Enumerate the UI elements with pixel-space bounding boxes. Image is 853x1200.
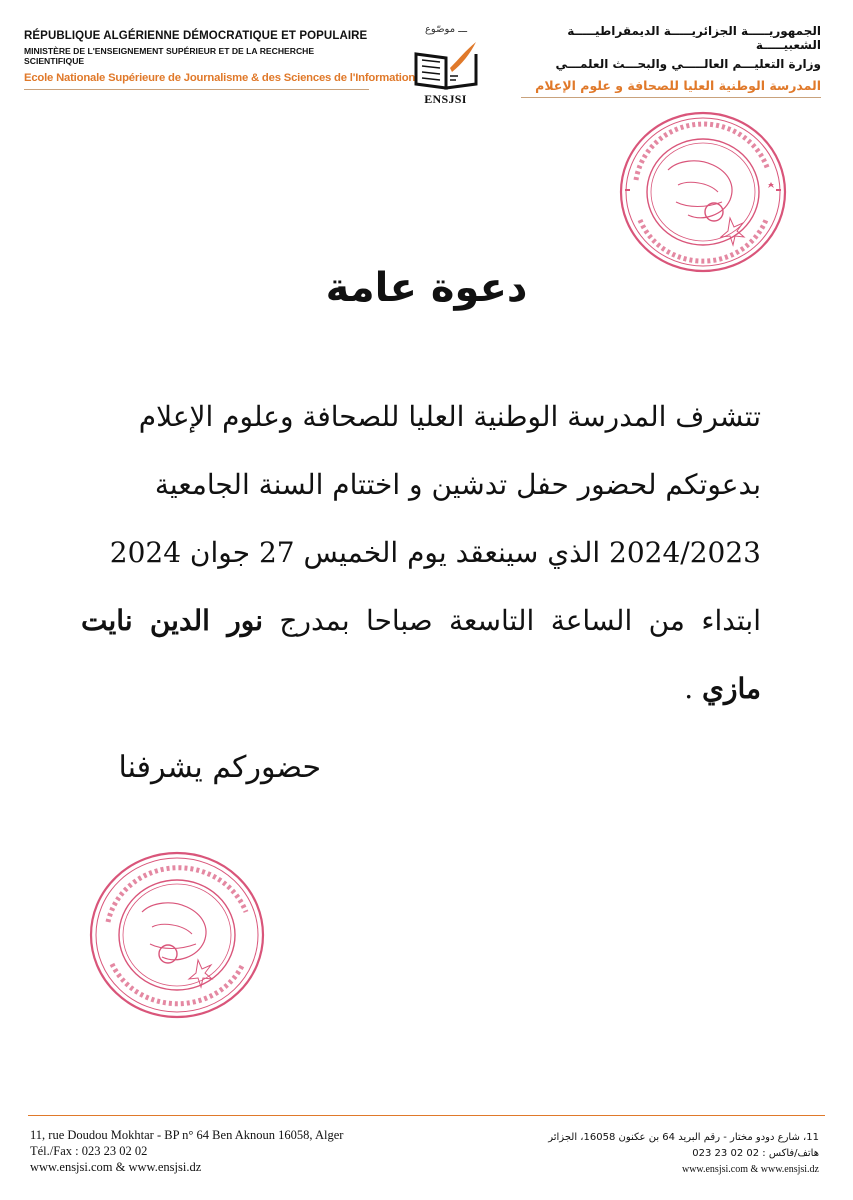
footer-contact-fr: [30, 1127, 343, 1175]
footer-contact-ar: [548, 1130, 819, 1178]
closing-phrase: حضوركم يشرفنا: [118, 750, 321, 785]
footer-address-ar: 11، شارع دودو مختار - رقم البريد 64 بن عكنون 16058، الجزائر: [548, 1132, 819, 1143]
republic-name-fr: RÉPUBLIQUE ALGÉRIENNE DÉMOCRATIQUE ET POPULAIRE: [24, 30, 368, 42]
document-title: دعوة عامة: [325, 265, 528, 311]
book-quill-icon: [410, 40, 482, 92]
school-name-ar: المدرسة الوطنية العليا للصحافة و علوم الإعلام: [535, 78, 821, 93]
footer-phone-fr: Tél./Fax : 023 23 02 02: [30, 1144, 148, 1158]
body-line-4: [81, 587, 761, 723]
invitation-body: [81, 383, 761, 723]
header-french-block: [24, 30, 416, 90]
footer-web-fr: www.ensjsi.com & www.ensjsi.dz: [30, 1160, 202, 1174]
footer-divider: [28, 1115, 825, 1116]
school-name-fr: Ecole Nationale Supérieure de Journalisme & des Sciences de l'Information: [24, 72, 416, 84]
ministry-name-fr: MINISTÈRE DE L'ENSEIGNEMENT SUPÉRIEUR ET DE LA RECHERCHE SCIENTIFIQUE: [24, 46, 315, 66]
logo-name: ENSJSI: [424, 92, 467, 106]
venue-name: نور الدين نايت مازي: [81, 604, 761, 705]
header-divider-left: [24, 89, 369, 90]
header-arabic-block: [521, 24, 821, 98]
official-stamp-bottom: [88, 850, 266, 1020]
footer-web-ar: www.ensjsi.com & www.ensjsi.dz: [681, 1164, 819, 1175]
ministry-name-ar: وزارة التعليـــم العالـــــي والبحـــث العلمـــي: [555, 57, 821, 71]
body-line-2: بدعوتكم لحضور حفل تدشين و اختتام السنة الجامعية: [154, 468, 761, 501]
footer-phone-ar: هاتف/فاكس : 02 02 23 023: [692, 1148, 819, 1159]
body-line-4-start: ابتداء من الساعة التاسعة صباحا بمدرج: [262, 604, 761, 637]
logo-tagline: ـــ موصّوع: [424, 24, 468, 35]
republic-name-ar: الجمهوريـــــة الجزائريـــــة الديمقراطيـــــة الشعبيـــــة: [567, 24, 821, 52]
school-logo: [398, 20, 493, 110]
body-line-4-end: .: [684, 672, 703, 705]
official-stamp-top: [618, 110, 788, 275]
footer-address-fr: 11, rue Doudou Mokhtar - BP n° 64 Ben Aknoun 16058, Alger: [30, 1128, 344, 1142]
body-line-1: تتشرف المدرسة الوطنية العليا للصحافة وعلوم الإعلام: [138, 400, 761, 433]
body-line-3: 2024/2023 الذي سينعقد يوم الخميس 27 جوان 2024: [109, 536, 761, 569]
header-divider-right: [521, 97, 821, 98]
